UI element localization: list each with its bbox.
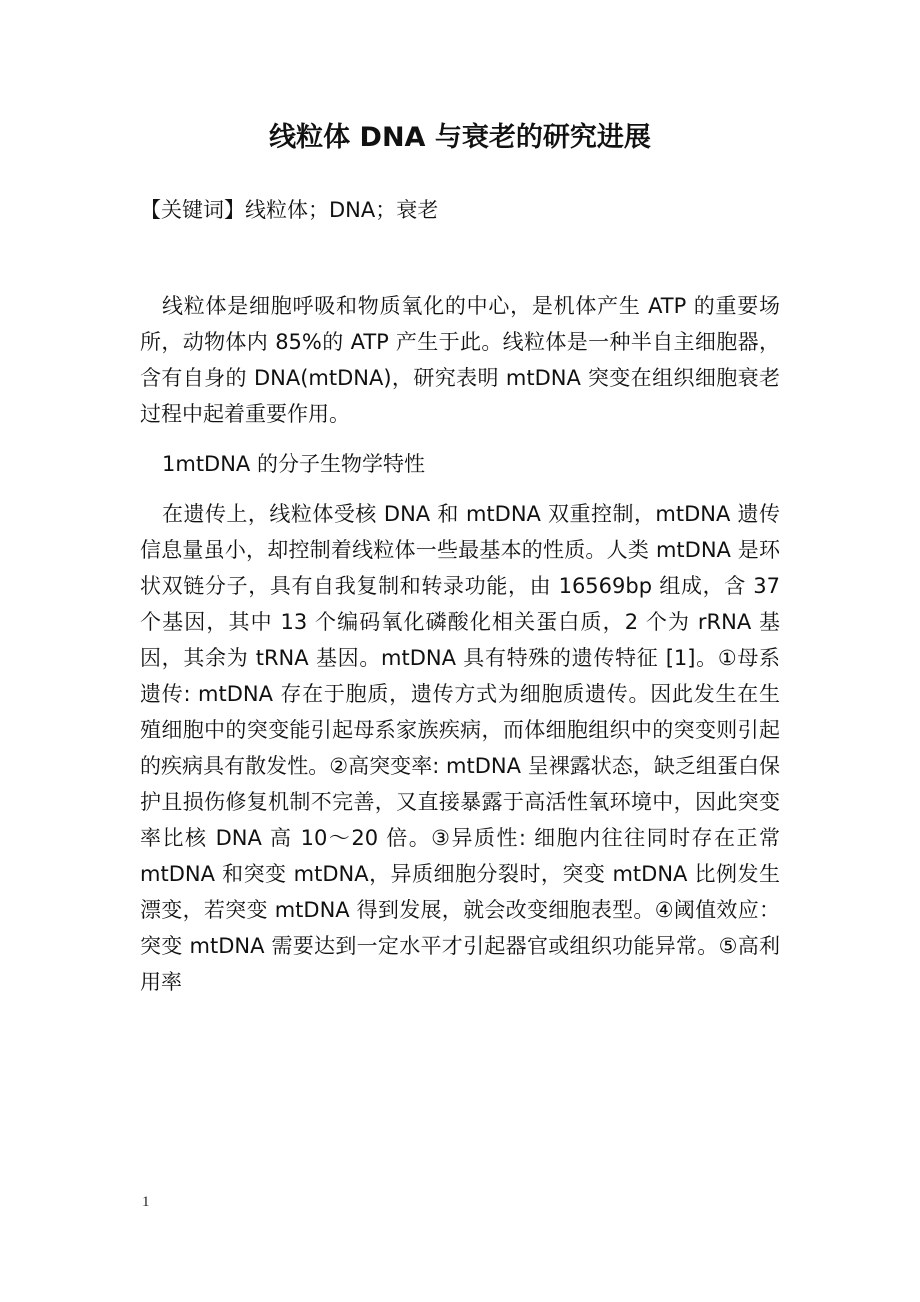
section-heading: 1mtDNA 的分子生物学特性	[162, 452, 425, 476]
paragraph-genetics: 在遗传上，线粒体受核 DNA 和 mtDNA 双重控制，mtDNA 遗传信息量虽小，却控制着线粒体一些最基本的性质。人类 mtDNA 是环状双链分子，具有自我复制和转录功能，由 16569bp 组成，含 37 个基因，其中 13 个编码氧化磷酸化相关蛋白质，2 个为 rRNA 基因，其余为 tRNA 基因。mtDNA 具有特殊的遗传特征 [1]。①母系遗传: mtDNA 存在于胞质，遗传方式为细胞质遗传。因此发生在生殖细胞中的突变能引起母系家族疾病，而体细胞组织中的突变则引起的疾病具有散发性。②高突变率: mtDNA 呈裸露状态，缺乏组蛋白保护且损伤修复机制不完善，又直接暴露于高活性氧环境中，因此突变率比核 DNA 高 10～20 倍。③异质性: 细胞内往往同时存在正常 mtDNA 和突变 mtDNA，异质细胞分裂时，突变 mtDNA 比例发生漂变，若突变 mtDNA 得到发展，就会改变细胞表型。④阈值效应：突变 mtDNA 需要达到一定水平才引起器官或组织功能异常。⑤高利用率	[140, 502, 780, 994]
document-body	[140, 288, 780, 1000]
document-title: 线粒体 DNA 与衰老的研究进展	[269, 122, 651, 153]
page-number: 1	[142, 1194, 150, 1210]
keywords-line: 【关键词】线粒体；DNA；衰老	[140, 198, 439, 222]
paragraph-intro: 线粒体是细胞呼吸和物质氧化的中心，是机体产生 ATP 的重要场所，动物体内 85%的 ATP 产生于此。线粒体是一种半自主细胞器，含有自身的 DNA(mtDNA)，研究表明 mtDNA 突变在组织细胞衰老过程中起着重要作用。	[140, 294, 780, 426]
